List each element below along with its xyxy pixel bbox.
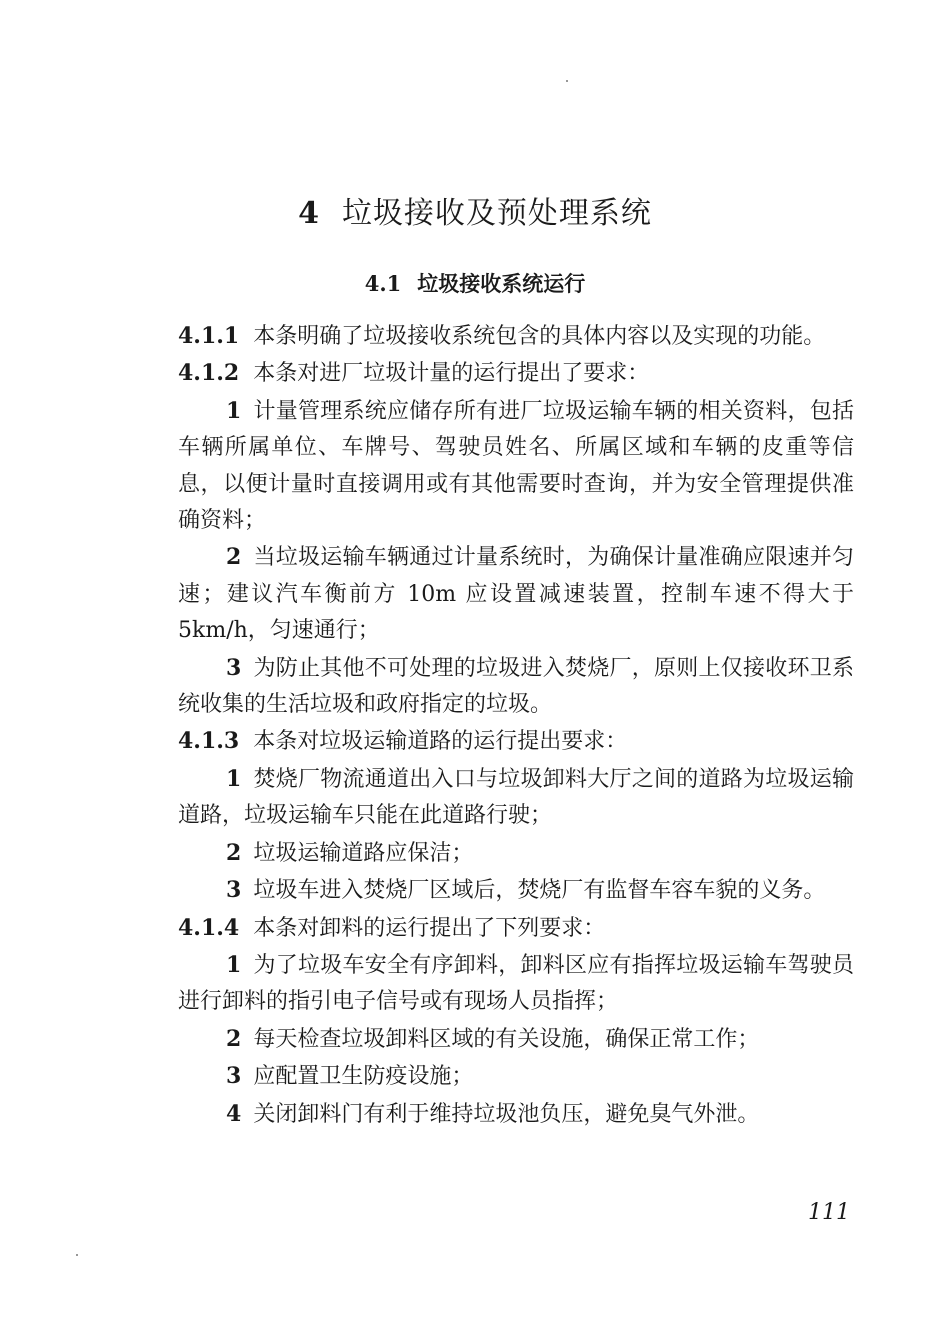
item-text: 每天检查垃圾卸料区域的有关设施，确保正常工作；: [253, 1026, 760, 1052]
clause-paragraph: [178, 355, 854, 392]
item-number: 3: [226, 1063, 242, 1090]
chapter-title: [0, 188, 950, 232]
section-number: 4.1: [364, 271, 402, 296]
item-number: 2: [226, 544, 242, 571]
item-text: 垃圾运输道路应保洁；: [253, 840, 474, 866]
list-item: [178, 1096, 854, 1133]
section-title: [0, 268, 950, 298]
paragraph-text: 本条对垃圾运输道路的运行提出要求：: [253, 729, 628, 755]
clause-paragraph: [178, 723, 854, 760]
paragraph-text: 本条对卸料的运行提出了下列要求：: [253, 915, 606, 941]
item-number: 1: [226, 951, 242, 978]
item-number: 2: [226, 839, 242, 866]
clause-number: 4.1.2: [178, 360, 240, 387]
item-text: 为了垃圾车安全有序卸料，卸料区应有指挥垃圾运输车驾驶员进行卸料的指引电子信号或有现场人员指挥；: [178, 952, 854, 1015]
list-item: [178, 539, 854, 649]
item-text: 垃圾车进入焚烧厂区域后，焚烧厂有监督车容车貌的义务。: [253, 878, 826, 904]
chapter-number: 4: [298, 196, 320, 231]
clause-number: 4.1.4: [178, 914, 240, 941]
list-item: [178, 393, 854, 540]
clause-paragraph: [178, 910, 854, 947]
item-text: 当垃圾运输车辆通过计量系统时，为确保计量准确应限速并匀速；建议汽车衡前方 10m 应设置减速装置，控制车速不得大于 5km/h，匀速通行；: [178, 545, 854, 644]
item-number: 3: [226, 654, 242, 681]
item-text: 关闭卸料门有利于维持垃圾池负压，避免臭气外泄。: [253, 1101, 760, 1127]
list-item: [178, 947, 854, 1021]
list-item: [178, 650, 854, 724]
item-number: 1: [226, 397, 242, 424]
scan-speck: [76, 1254, 78, 1256]
paragraph-text: 本条对进厂垃圾计量的运行提出了要求：: [253, 361, 650, 387]
page-number: 111: [808, 1200, 850, 1225]
list-item: [178, 1058, 854, 1095]
paragraph-text: 本条明确了垃圾接收系统包含的具体内容以及实现的功能。: [253, 324, 826, 349]
item-text: 为防止其他不可处理的垃圾进入焚烧厂，原则上仅接收环卫系统收集的生活垃圾和政府指定的垃圾。: [178, 655, 854, 718]
item-text: 应配置卫生防疫设施；: [253, 1064, 474, 1090]
list-item: [178, 1021, 854, 1058]
item-number: 2: [226, 1025, 242, 1052]
section-title-text: 垃圾接收系统运行: [417, 271, 586, 296]
list-item: [178, 835, 854, 872]
item-text: 焚烧厂物流通道出入口与垃圾卸料大厅之间的道路为垃圾运输道路，垃圾运输车只能在此道路行驶；: [178, 766, 854, 829]
item-number: 1: [226, 765, 242, 792]
clause-number: 4.1.3: [178, 728, 240, 755]
list-item: [178, 872, 854, 909]
body-text: [178, 318, 854, 1133]
clause-number: 4.1.1: [178, 323, 240, 349]
item-text: 计量管理系统应储存所有进厂垃圾运输车辆的相关资料，包括车辆所属单位、车牌号、驾驶员姓名、所属区域和车辆的皮重等信息，以便计量时直接调用或有其他需要时查询，并为安全管理提供准确资料；: [178, 398, 854, 534]
item-number: 4: [226, 1100, 242, 1127]
clause-paragraph: [178, 318, 854, 355]
list-item: [178, 761, 854, 835]
item-number: 3: [226, 877, 242, 904]
scan-speck: [566, 80, 568, 82]
chapter-title-text: 垃圾接收及预处理系统: [341, 196, 652, 231]
